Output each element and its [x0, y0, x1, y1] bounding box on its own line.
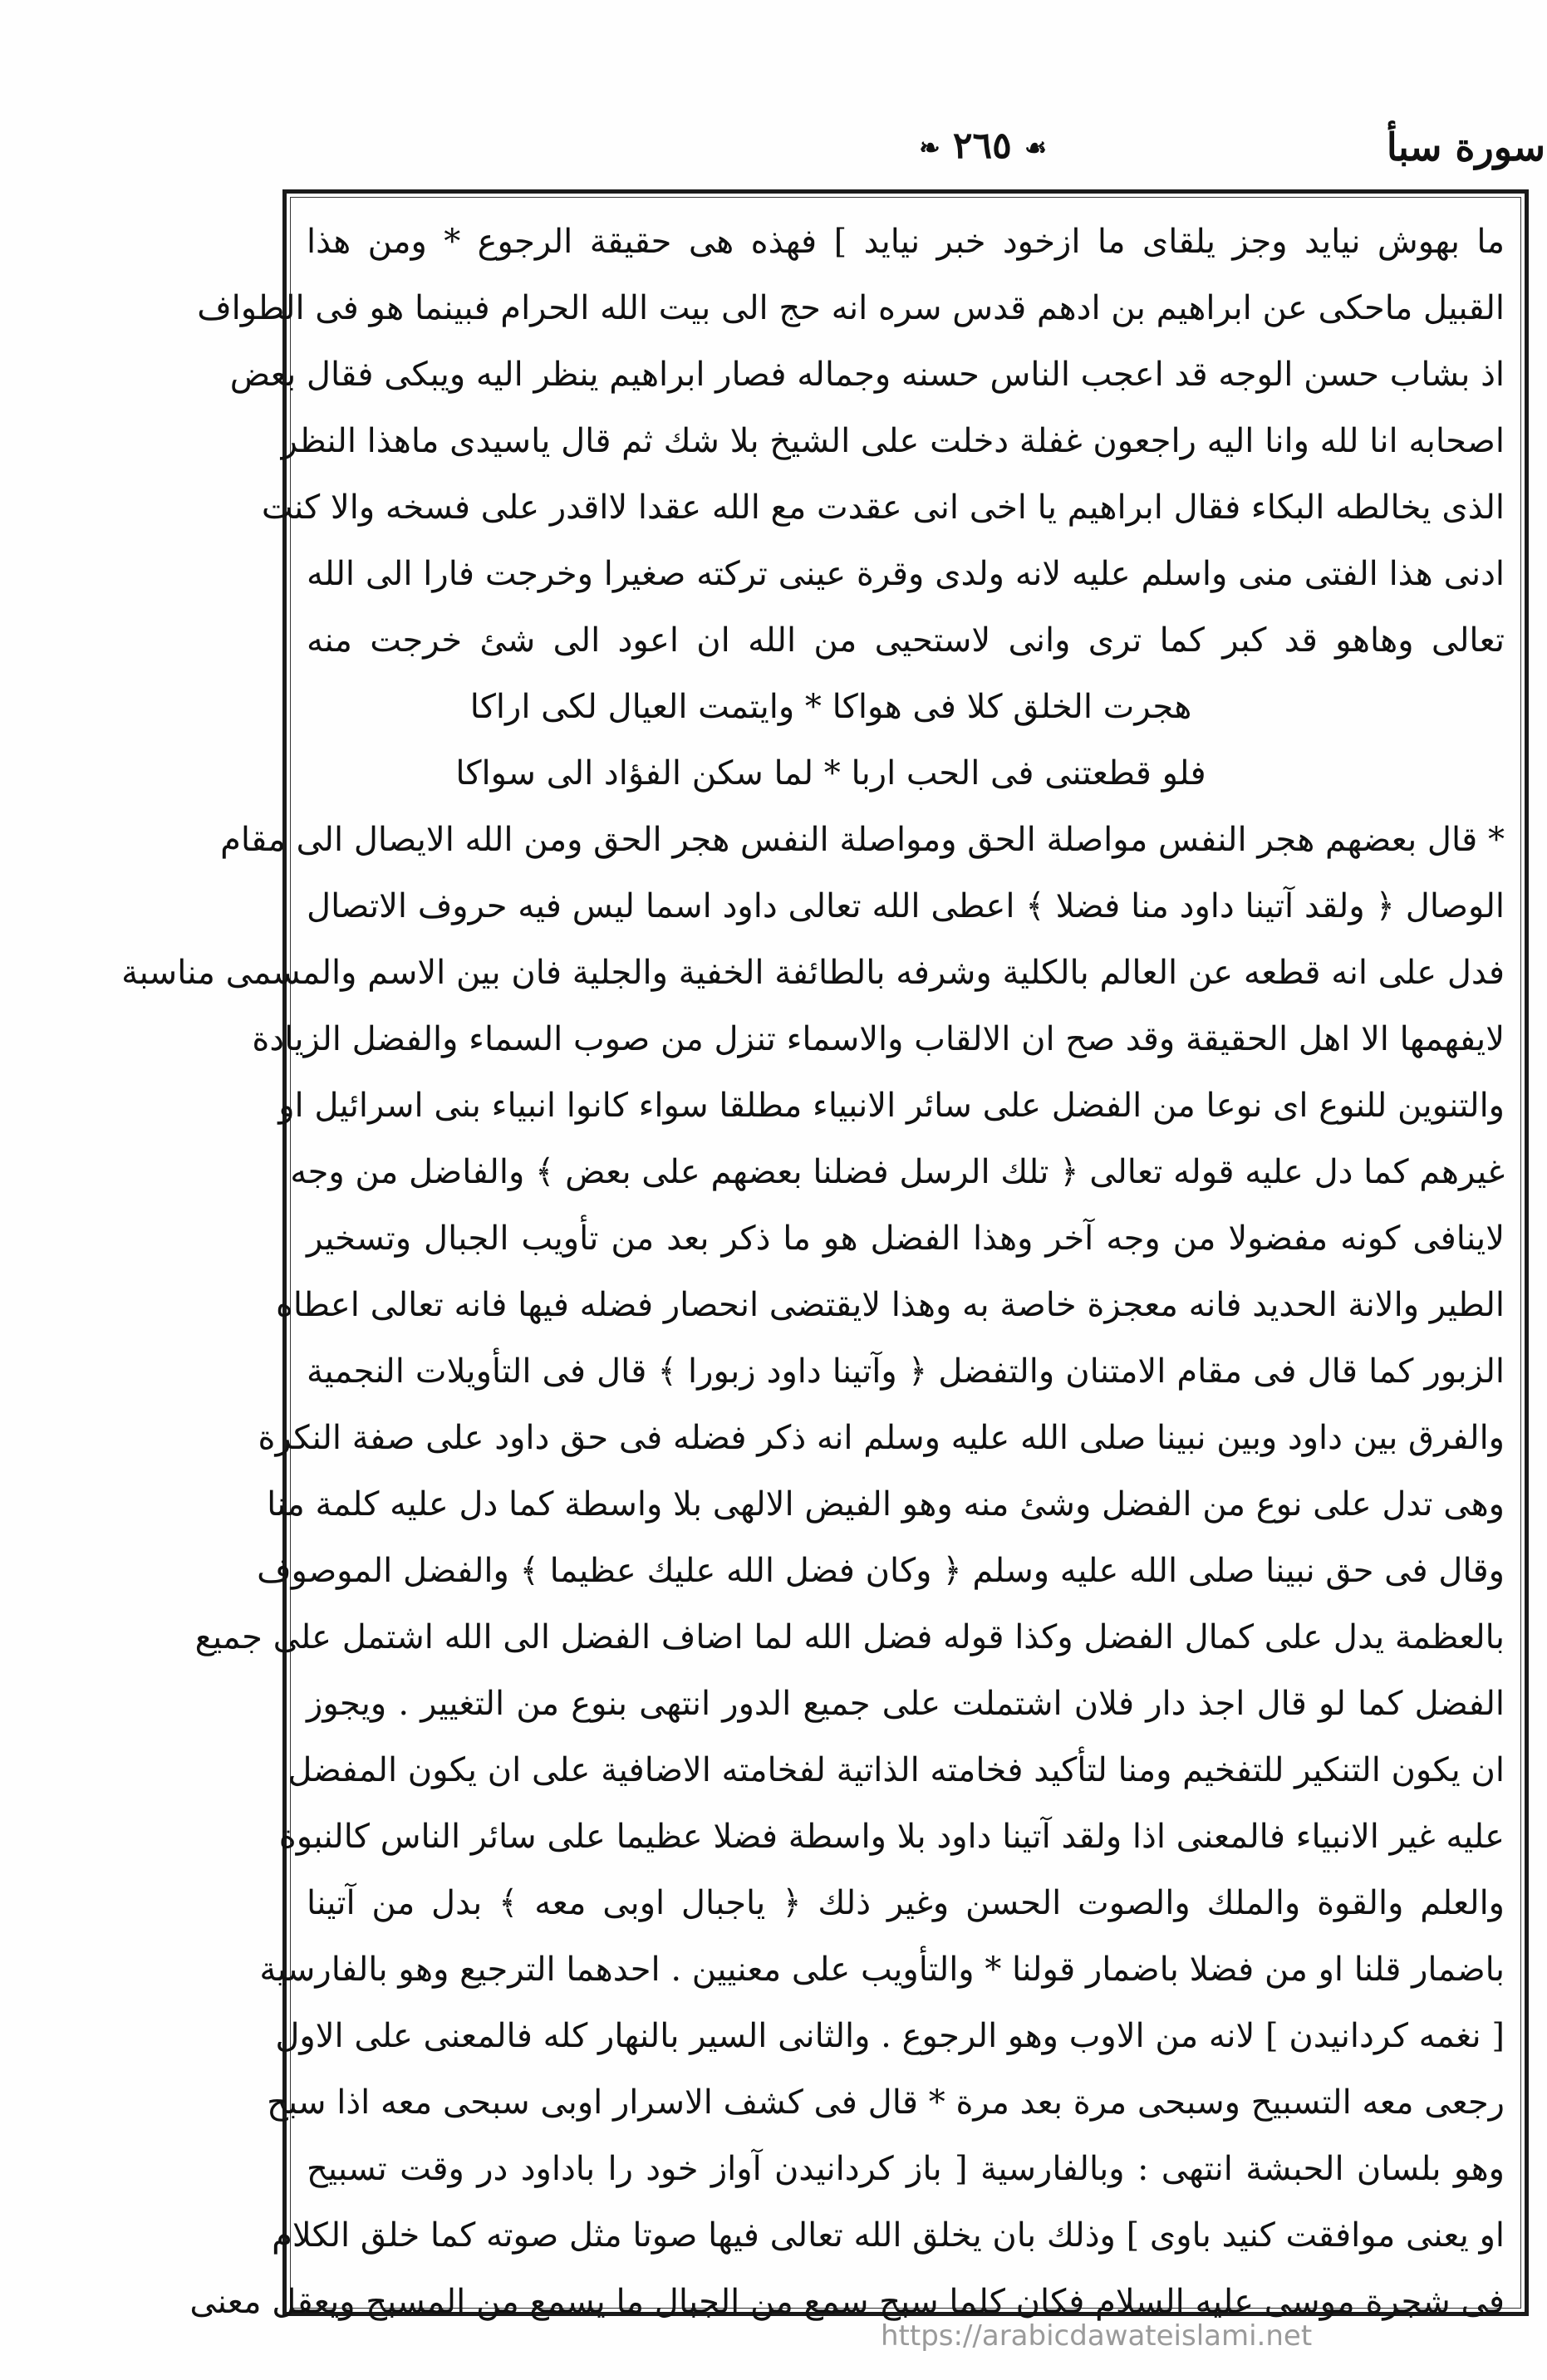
text-line: اذ بشاب حسن الوجه قد اعجب الناس حسنه وجماله فصار ابراهيم ينظر اليه ويبكى فقال بعض: [229, 356, 1505, 394]
page-header: [282, 125, 1545, 183]
text-line: عليه غير الانبياء فالمعنى اذا ولقد آتينا داود بلا واسطة فضلا عظيما على سائر الناس كالنبوة: [278, 1818, 1505, 1856]
text-line: الوصال ﴿ ولقد آتينا داود منا فضلا ﴾ اعطى الله تعالى داود اسما ليس فيه حروف الاتصال: [307, 887, 1505, 925]
body-text: [121, 209, 1505, 2335]
text-line: الطير والانة الحديد فانه معجزة خاصة به وهذا لايقتضى انحصار فضله فيها فانه تعالى اعطاه: [275, 1286, 1505, 1324]
text-line: [ نغمه كردانيدن ] لانه من الاوب وهو الرجوع . والثانى السير بالنهار كله فالمعنى على الاول: [275, 2017, 1505, 2055]
text-line: الزبور كما قال فى مقام الامتنان والتفضل ﴿ وآتينا داود زبورا ﴾ قال فى التأويلات النجمية: [307, 1352, 1505, 1391]
ornament-right-icon: ☙: [1024, 134, 1047, 163]
page-number-block: [919, 125, 1047, 167]
text-line: اصحابه انا لله وانا اليه راجعون غفلة دخلت على الشيخ بلا شك ثم قال ياسيدى ماهذا النظر: [281, 422, 1505, 460]
text-line: * قال بعضهم هجر النفس مواصلة الحق ومواصلة النفس هجر الحق ومن الله الايصال الى مقام: [220, 821, 1505, 859]
text-line: فدل على انه قطعه عن العالم بالكلية وشرفه بالطائفة الخفية والجلية فان بين الاسم والمسمى مناسبة: [121, 954, 1505, 992]
text-line: والتنوين للنوع اى نوعا من الفضل على سائر الانبياء مطلقا سواء كانوا انبياء بنى اسرائيل او: [278, 1087, 1505, 1125]
page-number: ٢٦٥: [952, 125, 1012, 167]
text-line: رجعى معه التسبيح وسبحى مرة بعد مرة * قال فى كشف الاسرار اوبى سبحى معه اذا سبح: [267, 2083, 1505, 2122]
text-line: القبيل ماحكى عن ابراهيم بن ادهم قدس سره انه حج الى بيت الله الحرام فبينما هو فى الطواف: [197, 289, 1505, 327]
text-frame: [121, 189, 1529, 2321]
text-line: لايفهمها الا اهل الحقيقة وقد صح ان الالقاب والاسماء تنزل من صوب السماء والفضل الزيادة: [252, 1020, 1505, 1058]
text-line: وهى تدل على نوع من الفضل وشئ منه وهو الفيض الالهى بلا واسطة كما دل عليه كلمة منا: [267, 1485, 1505, 1524]
text-line: تعالى وهاهو قد كبر كما ترى وانى لاستحيى من الله ان اعود الى شئ خرجت منه: [307, 621, 1505, 660]
poem-verse-line: هجرت الخلق كلا فى هواكا * وايتمت العيال لكى اراكا: [469, 688, 1192, 726]
text-line: والعلم والقوة والملك والصوت الحسن وغير ذلك ﴿ ياجبال اوبى معه ﴾ بدل من آتينا: [307, 1884, 1505, 1922]
surah-title: سورة سبأ: [1386, 125, 1545, 169]
text-line: ما بهوش نيايد وجز يلقاى ما ازخود خبر نيايد ] فهذه هى حقيقة الرجوع * ومن هذا: [307, 223, 1505, 261]
text-line: وقال فى حق نبينا صلى الله عليه وسلم ﴿ وكان فضل الله عليك عظيما ﴾ والفضل الموصوف: [257, 1552, 1505, 1590]
text-line: فى شجرة موسى عليه السلام فكان كلما سبح سمع من الجبال ما يسمع من المسبح ويعقل معنى: [189, 2283, 1505, 2321]
text-line: ادنى هذا الفتى منى واسلم عليه لانه ولدى وقرة عينى تركته صغيرا وخرجت فارا الى الله: [307, 555, 1505, 593]
text-line: وهو بلسان الحبشة انتهى : وبالفارسية [ باز كردانيدن آواز خود را باداود در وقت تسبيح: [307, 2150, 1505, 2188]
text-line: او يعنى موافقت كنيد باوى ] وذلك بان يخلق الله تعالى فيها صوتا مثل صوته كما خلق الكلام: [272, 2216, 1505, 2255]
text-line: بالعظمة يدل على كمال الفضل وكذا قوله فضل الله لما اضاف الفضل الى الله اشتمل على جميع: [194, 1618, 1505, 1656]
text-line: باضمار قلنا او من فضلا باضمار قولنا * والتأويب على معنيين . احدهما الترجيع وهو بالفارسية: [259, 1951, 1505, 1989]
watermark-url: https://arabicdawateislami.net: [881, 2319, 1313, 2353]
poem-verse-line: فلو قطعتنى فى الحب اربا * لما سكن الفؤاد الى سواكا: [455, 754, 1206, 793]
text-line: والفرق بين داود وبين نبينا صلى الله عليه وسلم انه ذكر فضله فى حق داود على صفة النكرة: [258, 1419, 1505, 1457]
text-line: الذى يخالطه البكاء فقال ابراهيم يا اخى انى عقدت مع الله عقدا لااقدر على فسخه والا كنت: [261, 488, 1505, 527]
text-line: ان يكون التنكير للتفخيم ومنا لتأكيد فخامته الذاتية لفخامته الاضافية على ان يكون المفضل: [287, 1751, 1505, 1789]
text-line: غيرهم كما دل عليه قوله تعالى ﴿ تلك الرسل فضلنا بعضهم على بعض ﴾ والفاضل من وجه: [290, 1153, 1505, 1191]
ornament-left-icon: ❧: [919, 134, 940, 163]
text-line: الفضل كما لو قال اجذ دار فلان اشتملت على جميع الدور انتهى بنوع من التغيير . ويجوز: [307, 1685, 1505, 1723]
text-line: لاينافى كونه مفضولا من وجه آخر وهذا الفضل هو ما ذكر بعد من تأويب الجبال وتسخير: [307, 1219, 1505, 1258]
